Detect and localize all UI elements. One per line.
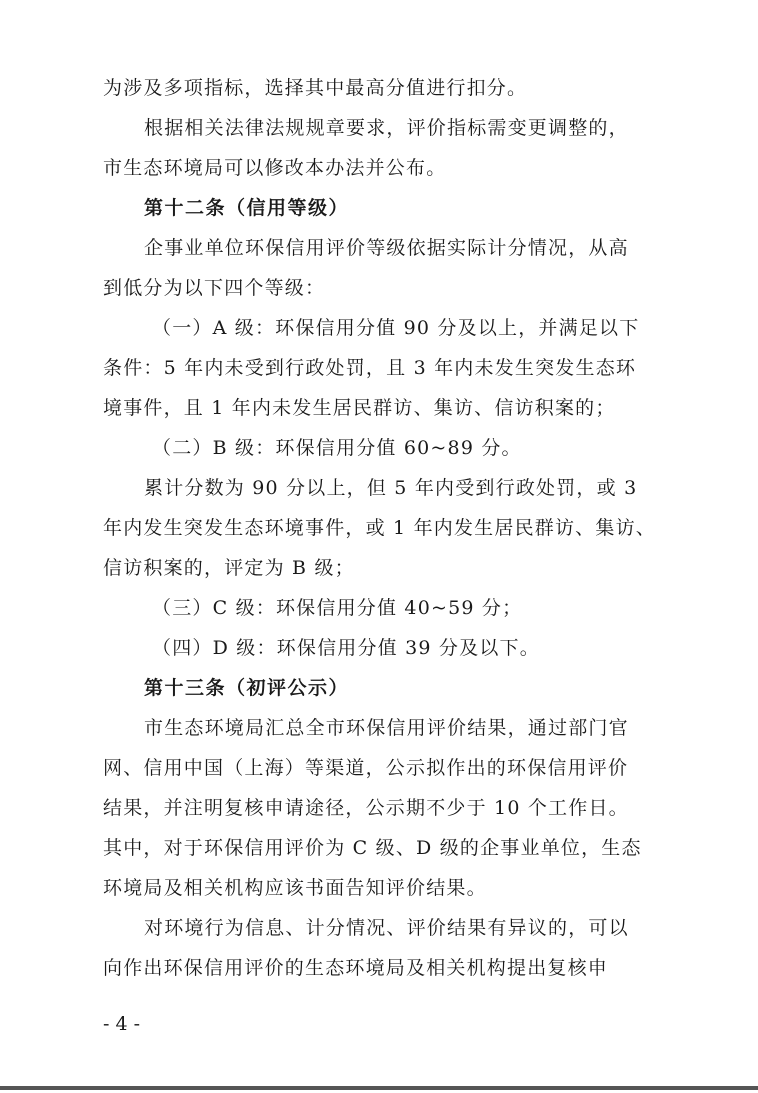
grade-d-item: （四）D 级：环保信用分值 39 分及以下。 [152, 637, 540, 659]
paragraph-start: 市生态环境局汇总全市环保信用评价结果，通过部门官 [144, 717, 629, 739]
text-line: 结果，并注明复核申请途径，公示期不少于 10 个工作日。 [103, 797, 629, 819]
text-line: 市生态环境局可以修改本办法并公布。 [103, 157, 447, 179]
paragraph-start: 累计分数为 90 分以上，但 5 年内受到行政处罚，或 3 [144, 477, 638, 499]
paragraph-start: 根据相关法律法规规章要求，评价指标需变更调整的， [144, 117, 629, 139]
text-line: 向作出环保信用评价的生态环境局及相关机构提出复核申 [103, 957, 609, 979]
text-line: 其中，对于环保信用评价为 C 级、D 级的企事业单位，生态 [103, 837, 642, 859]
bottom-divider [0, 1086, 758, 1090]
paragraph-start: 企事业单位环保信用评价等级依据实际计分情况，从高 [144, 237, 629, 259]
text-line: 环境局及相关机构应该书面告知评价结果。 [103, 877, 487, 899]
page-number: - 4 - [103, 1013, 141, 1035]
grade-a-item: （一）A 级：环保信用分值 90 分及以上，并满足以下 [152, 317, 640, 339]
text-line: 为涉及多项指标，选择其中最高分值进行扣分。 [103, 77, 528, 99]
grade-c-item: （三）C 级：环保信用分值 40~59 分； [152, 597, 523, 619]
paragraph-start: 对环境行为信息、计分情况、评价结果有异议的，可以 [144, 917, 629, 939]
article-heading-12: 第十二条（信用等级） [144, 197, 350, 219]
text-line: 网、信用中国（上海）等渠道，公示拟作出的环保信用评价 [103, 757, 629, 779]
article-heading-13: 第十三条（初评公示） [144, 677, 350, 699]
text-line: 条件：5 年内未受到行政处罚，且 3 年内未发生突发生态环 [103, 357, 637, 379]
text-line: 信访积案的，评定为 B 级； [103, 557, 355, 579]
text-line: 到低分为以下四个等级： [103, 277, 326, 299]
text-line: 境事件，且 1 年内未发生居民群访、集访、信访积案的； [103, 397, 616, 419]
text-line: 年内发生突发生态环境事件，或 1 年内发生居民群访、集访、 [103, 517, 656, 539]
grade-b-item: （二）B 级：环保信用分值 60~89 分。 [152, 437, 522, 459]
